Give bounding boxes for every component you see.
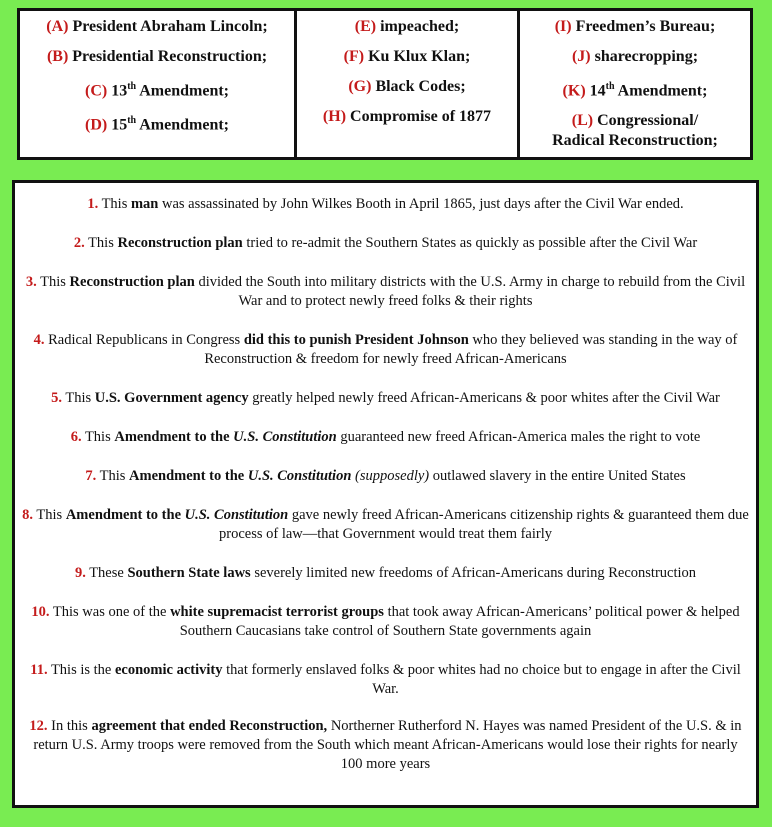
question-text: severely limited new freedoms of African-Americans during Reconstruction (250, 565, 697, 581)
question-keyword: did this to punish President Johnson (243, 332, 469, 348)
word-bank-term (297, 17, 517, 37)
question-item (15, 717, 756, 774)
question-text: who they believed was standing in the way of Reconstruction & freedom for newly freed African-Americans (204, 332, 738, 367)
question-keyword: U.S. Government agency (94, 390, 249, 406)
term-number: 13 (111, 82, 128, 100)
term-text: sharecropping; (594, 48, 699, 65)
term-text: Freedmen’s Bureau; (575, 18, 716, 35)
question-item (15, 389, 756, 408)
question-keyword: economic activity (115, 662, 223, 678)
term-letter: (E) (354, 18, 377, 35)
question-item (15, 564, 756, 583)
term-ordinal-suffix: th (127, 115, 137, 127)
question-number: 11. (30, 662, 48, 678)
question-text: This (99, 468, 130, 484)
question-text: This (40, 274, 70, 290)
question-text: These (89, 565, 128, 581)
term-text: Ku Klux Klan; (368, 48, 471, 65)
question-number: 1. (87, 196, 99, 212)
question-number: 9. (74, 565, 86, 581)
question-keyword: U.S. Constitution (184, 507, 289, 523)
term-letter: (H) (322, 108, 347, 125)
word-bank-term (297, 77, 517, 97)
question-text: Radical Republicans in Congress (48, 332, 244, 348)
term-letter: (G) (348, 78, 372, 95)
question-keyword: Reconstruction plan (117, 235, 243, 251)
term-number: 14 (589, 82, 606, 100)
question-number: 12. (29, 718, 48, 734)
term-letter: (B) (46, 48, 69, 65)
word-bank-term (520, 17, 750, 37)
question-text: was assassinated by John Wilkes Booth in April 1865, just days after the Civil War ended. (158, 196, 684, 212)
question-keyword: white supremacist terrorist groups (170, 604, 384, 620)
term-text-line2: Radical Reconstruction; (552, 132, 718, 150)
question-item (15, 331, 756, 369)
question-text: This was one of the (52, 604, 171, 620)
question-item (15, 603, 756, 641)
question-item (15, 506, 756, 544)
term-ordinal-suffix: th (127, 81, 137, 92)
question-number: 10. (31, 604, 50, 620)
question-text: divided the South into military districts with the U.S. Army in charge to rebuild from the Civil War and to protect newly freed folks & their rights (194, 274, 746, 309)
question-text: gave newly freed African-Americans citizenship rights & guaranteed them due process of law—that Government would treat them fairly (219, 507, 749, 542)
question-keyword: U.S. Constitution (233, 429, 337, 445)
question-item (15, 195, 756, 214)
question-text: Northerner Rutherford N. Hayes was named President of the U.S. & in return U.S. Army troops were removed from the South which meant African-Americans would lose their rights for nearly 100 more years (33, 718, 742, 772)
question-keyword: Amendment to the (129, 468, 248, 484)
term-text: impeached; (380, 18, 460, 35)
term-letter: (A) (46, 18, 69, 35)
question-text: that took away African-Americans’ political power & helped Southern Caucasians take control of Southern State governments again (179, 604, 740, 639)
question-text: This (101, 196, 131, 212)
question-keyword: Amendment to the (65, 507, 185, 523)
question-text: This (88, 235, 118, 251)
question-text: tried to re-admit the Southern States as quickly as possible after the Civil War (242, 235, 698, 251)
question-item (15, 234, 756, 253)
word-bank-term (520, 111, 750, 151)
question-text: This (84, 429, 115, 445)
term-text: Black Codes; (375, 78, 466, 95)
question-text: This (65, 390, 95, 406)
word-bank-term (297, 47, 517, 67)
question-number: 7. (85, 468, 97, 484)
word-bank-column-2 (294, 11, 517, 157)
term-number: 15 (111, 116, 128, 134)
term-text: President Abraham Lincoln; (72, 18, 268, 35)
term-text: Presidential Reconstruction; (72, 48, 268, 65)
question-item (15, 273, 756, 311)
term-text: Amendment; (614, 82, 708, 100)
question-text: that formerly enslaved folks & poor whites had no choice but to engage in after the Civil War. (222, 662, 741, 697)
question-keyword: agreement that ended Reconstruction, (91, 718, 328, 734)
term-ordinal-suffix: th (605, 81, 615, 92)
term-letter: (F) (343, 48, 365, 65)
question-list (12, 180, 759, 808)
question-keyword: Amendment to the (114, 429, 234, 445)
term-letter: (C) (84, 82, 108, 100)
word-bank-column-3 (517, 11, 750, 157)
term-letter: (K) (562, 82, 586, 100)
question-keyword: Southern State laws (127, 565, 251, 581)
question-keyword: Reconstruction plan (69, 274, 195, 290)
question-number: 5. (51, 390, 62, 406)
term-letter: (L) (571, 112, 594, 130)
term-text: Amendment; (136, 82, 229, 100)
term-letter: (I) (554, 18, 572, 35)
term-text: Compromise of 1877 (350, 108, 492, 125)
term-letter: (D) (84, 116, 108, 134)
word-bank (17, 8, 753, 160)
question-number: 6. (70, 429, 82, 445)
word-bank-term (20, 47, 294, 67)
word-bank-term (520, 77, 750, 101)
question-number: 2. (73, 235, 85, 251)
question-number: 8. (22, 507, 34, 523)
question-text: outlawed slavery in the entire United States (429, 468, 686, 484)
question-number: 4. (33, 332, 45, 348)
question-keyword: U.S. Constitution (247, 468, 352, 484)
word-bank-column-1 (20, 11, 294, 157)
question-number: 3. (25, 274, 37, 290)
word-bank-term (20, 111, 294, 135)
question-text: guaranteed new freed African-America males the right to vote (336, 429, 701, 445)
question-item (15, 661, 756, 699)
word-bank-term (20, 77, 294, 101)
question-item (15, 428, 756, 447)
question-item (15, 467, 756, 486)
term-letter: (J) (571, 48, 591, 65)
question-text: (supposedly) (355, 468, 430, 484)
word-bank-term (520, 47, 750, 67)
term-text: Congressional/ (597, 112, 699, 130)
question-text: This (36, 507, 66, 523)
question-text: greatly helped newly freed African-Americans & poor whites after the Civil War (248, 390, 720, 406)
term-text: Amendment; (136, 116, 229, 134)
word-bank-term (297, 107, 517, 127)
question-text: In this (51, 718, 92, 734)
word-bank-term (20, 17, 294, 37)
question-keyword: man (130, 196, 159, 212)
question-text: This is the (50, 662, 115, 678)
